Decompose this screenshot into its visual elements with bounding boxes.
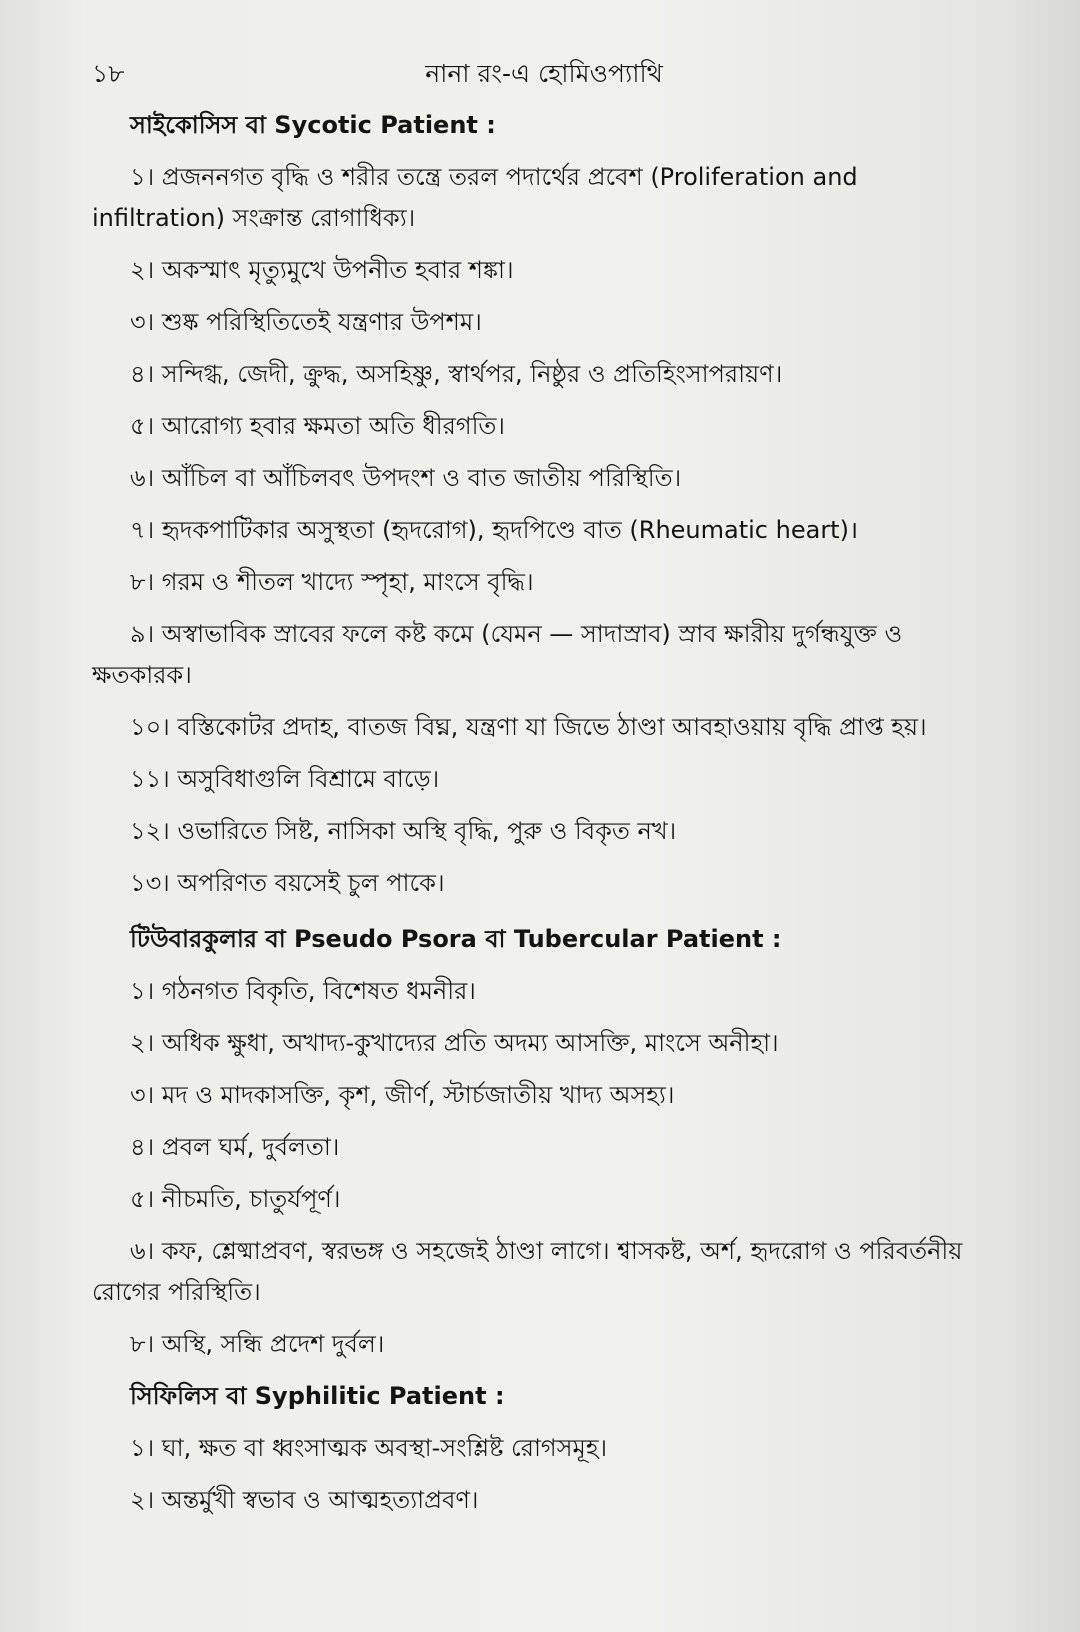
list-item: ৪। সন্দিগ্ধ, জেদী, ক্রুদ্ধ, অসহিষ্ণু, স্বার্থপর, নিষ্ঠুর ও প্রতিহিংসাপরায়ণ। <box>130 360 783 388</box>
list-item: ৪। প্রবল ঘর্ম, দুর্বলতা। <box>130 1133 340 1161</box>
running-title: নানা রং-এ হোমিওপ্যাথি <box>425 59 663 88</box>
list-item: ৫। নীচমতি, চাতুর্যপূর্ণ। <box>130 1185 341 1213</box>
list-item: ৬। আঁচিল বা আঁচিলবৎ উপদংশ ও বাত জাতীয় পরিস্থিতি। <box>130 464 682 492</box>
list-item: ২। অকস্মাৎ মৃত্যুমুখে উপনীত হবার শঙ্কা। <box>130 256 514 284</box>
list-item: ৫। আরোগ্য হবার ক্ষমতা অতি ধীরগতি। <box>130 412 506 440</box>
list-item: ৭। হৃদকপাটিকার অসুস্থতা (হৃদরোগ), হৃদপিণ্ডে বাত (Rheumatic heart)। <box>130 516 859 544</box>
list-item: ১। প্রজননগত বৃদ্ধি ও শরীর তন্ত্রে তরল পদার্থের প্রবেশ (Proliferation and infiltration) সংক্রান্ত রোগাধিক্য। <box>92 163 858 232</box>
list-item: ৮। অস্থি, সন্ধি প্রদেশ দুর্বল। <box>130 1330 385 1358</box>
section-heading-sycotic: সাইকোসিস বা Sycotic Patient : <box>130 111 496 139</box>
list-item: ৩। মদ ও মাদকাসক্তি, কৃশ, জীর্ণ, স্টার্চজাতীয় খাদ্য অসহ্য। <box>130 1081 675 1109</box>
list-item: ১। গঠনগত বিকৃতি, বিশেষত ধমনীর। <box>130 977 476 1005</box>
list-item: ৮। গরম ও শীতল খাদ্যে স্পৃহা, মাংসে বৃদ্ধি। <box>130 568 534 596</box>
page-header <box>92 50 996 90</box>
list-item: ১। ঘা, ক্ষত বা ধ্বংসাত্মক অবস্থা-সংশ্লিষ্ট রোগসমূহ। <box>130 1434 608 1462</box>
section-heading-tubercular: টিউবারকুলার বা Pseudo Psora বা Tubercular Patient : <box>130 925 782 953</box>
section-heading-syphilitic: সিফিলিস বা Syphilitic Patient : <box>130 1382 505 1410</box>
list-item: ১১। অসুবিধাগুলি বিশ্রামে বাড়ে। <box>130 765 440 793</box>
page-body <box>92 105 997 1532</box>
list-item: ১০। বস্তিকোটর প্রদাহ, বাতজ বিঘ্ন, যন্ত্রণা যা জিভে ঠাণ্ডা আবহাওয়ায় বৃদ্ধি প্রাপ্ত হয়। <box>130 713 927 741</box>
list-item: ৯। অস্বাভাবিক স্রাবের ফলে কষ্ট কমে (যেমন — সাদাস্রাব) স্রাব ক্ষারীয় দুর্গন্ধযুক্ত ও ক্ষতকারক। <box>92 620 903 689</box>
list-item: ৩। শুষ্ক পরিস্থিতিতেই যন্ত্রণার উপশম। <box>130 308 482 336</box>
list-item: ১৩। অপরিণত বয়সেই চুল পাকে। <box>130 869 445 897</box>
list-item: ৬। কফ, শ্লেষ্মাপ্রবণ, স্বরভঙ্গ ও সহজেই ঠাণ্ডা লাগে। শ্বাসকষ্ট, অর্শ, হৃদরোগ ও পরিবর্তনীয় রোগের পরিস্থিতি। <box>92 1237 963 1306</box>
list-item: ২। অন্তর্মুখী স্বভাব ও আত্মহত্যাপ্রবণ। <box>130 1486 479 1514</box>
list-item: ১২। ওভারিতে সিষ্ট, নাসিকা অস্থি বৃদ্ধি, পুরু ও বিকৃত নখ। <box>130 817 677 845</box>
page-number: ১৮ <box>92 59 125 88</box>
list-item: ২। অধিক ক্ষুধা, অখাদ্য-কুখাদ্যের প্রতি অদম্য আসক্তি, মাংসে অনীহা। <box>130 1029 779 1057</box>
